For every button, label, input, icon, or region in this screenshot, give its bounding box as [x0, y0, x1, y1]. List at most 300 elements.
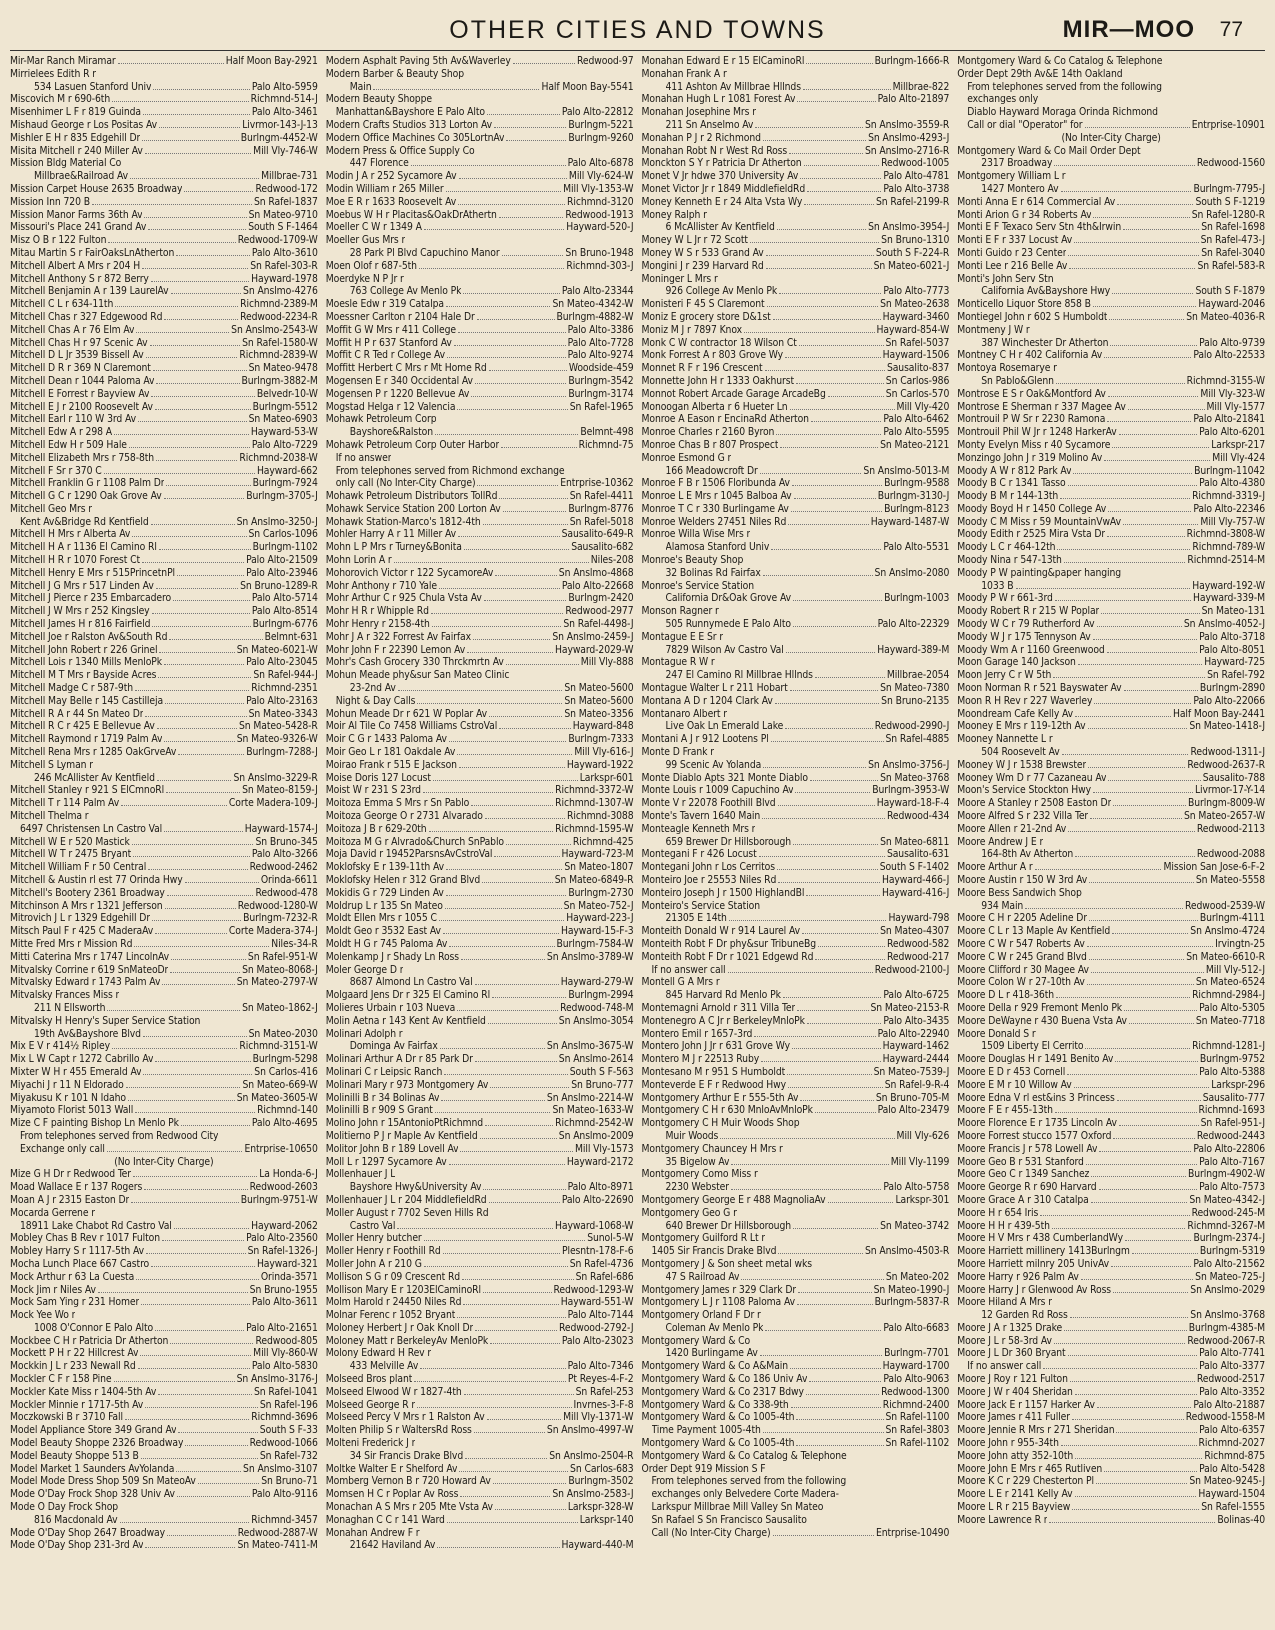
listing-name: Kent Av&Bridge Rd Kentfield — [20, 515, 149, 528]
listing-name: Miscovich M r 690-6th — [10, 93, 111, 106]
dot-leader — [138, 1368, 250, 1369]
listing-name: Mitchell E J r 2100 Roosevelt Av — [10, 400, 153, 413]
listing-name: Live Oak Ln Emerald Lake — [665, 720, 784, 733]
listing-entry — [957, 848, 1265, 861]
listing-name: Mode O'Day Shop 2647 Broadway — [10, 1526, 166, 1539]
listing-entry — [326, 145, 634, 158]
listing-name: Monteith Donald W r 914 Laurel Av — [641, 925, 801, 938]
listing-phone: Burlngm-6776 — [252, 618, 318, 631]
listing-entry — [957, 772, 1265, 785]
dot-leader — [464, 1394, 574, 1395]
dot-leader — [780, 447, 878, 448]
listing-name: Model Market 1 Saunders AvYolanda — [10, 1462, 175, 1475]
listing-phone: Burlngm-2420 — [568, 592, 634, 605]
listing-name: Montgomery Ward & Co 1005-4th — [641, 1437, 795, 1450]
listing-name: Order Dept 919 Mission S F — [641, 1462, 766, 1475]
listing-entry — [642, 68, 950, 81]
listing-entry — [642, 887, 950, 900]
listing-entry — [326, 861, 634, 874]
listing-entry — [957, 503, 1265, 516]
listing-phone: Palo Alto-23344 — [561, 285, 634, 298]
listing-entry — [10, 119, 318, 132]
listing-phone: Palo Alto-21651 — [246, 1321, 318, 1334]
listing-phone: Sn Mateo-4036-R — [1186, 310, 1265, 323]
listing-name: Mockler Kate Miss r 1404-5th Av — [10, 1385, 157, 1398]
listing-entry — [10, 324, 318, 337]
listing-name: 1008 O'Connor E Palo Alto — [34, 1321, 154, 1334]
listing-entry — [957, 426, 1265, 439]
dot-leader — [1109, 319, 1184, 320]
listing-phone: Palo Alto-22806 — [1193, 1142, 1265, 1155]
dot-leader — [162, 984, 234, 985]
listing-phone: Redwood-217 — [886, 950, 950, 963]
dot-leader — [1070, 1381, 1195, 1382]
listing-phone: Sn Rafel-686 — [575, 1270, 634, 1283]
listing-entry — [642, 1104, 950, 1117]
listing-name: Monti E F r 337 Locust Av — [957, 234, 1073, 247]
dot-leader — [414, 1381, 566, 1382]
listing-entry — [642, 439, 950, 452]
listing-entry — [10, 1450, 318, 1463]
listing-columns — [10, 55, 1265, 1552]
dot-leader — [754, 1036, 875, 1037]
dot-leader — [1107, 536, 1185, 537]
listing-name: Monte's Tavern 1640 Main — [641, 810, 761, 823]
listing-phone: Hayward-1506 — [882, 349, 950, 362]
listing-phone: Sn Rafel-303-R — [250, 259, 318, 272]
dot-leader — [506, 844, 571, 845]
listing-name: Monteith Robt F Dr phy&sur TribuneBg — [641, 937, 817, 950]
dot-leader — [1115, 1061, 1198, 1062]
listing-name: 19th Av&Bayshore Blvd — [34, 1027, 141, 1040]
listing-phone: Redwood-1709-W — [237, 234, 318, 247]
listing-phone: Mill Vly-1199 — [890, 1155, 950, 1168]
listing-name: Moon R H Rev r 227 Waverley — [957, 694, 1093, 707]
listing-phone: Entrprise-10362 — [560, 477, 634, 490]
listing-entry — [957, 1322, 1265, 1335]
listing-entry — [642, 1424, 950, 1437]
listing-phone: Half Moon Bay-2921 — [225, 55, 318, 67]
dot-leader — [155, 409, 251, 410]
listing-phone: Palo Alto-3461 — [251, 106, 318, 119]
dot-leader — [815, 1112, 876, 1113]
dot-leader — [178, 754, 244, 755]
dot-leader — [776, 434, 881, 435]
listing-name: Moody P W painting&paper hanging — [957, 566, 1122, 579]
listing-entry — [326, 452, 634, 465]
listing-entry — [326, 1539, 634, 1552]
dot-leader — [454, 345, 566, 346]
listing-entry — [326, 772, 634, 785]
listing-phone: Richmnd-1307-W — [555, 797, 634, 810]
listing-entry — [957, 1373, 1265, 1386]
listing-entry — [642, 1002, 950, 1015]
dot-leader — [815, 959, 885, 960]
listing-name: Monahan P J r 2 Richmond — [641, 131, 761, 144]
listing-name: Moir Al Tile Co 7458 Williams CstroVal — [325, 720, 498, 733]
listing-name: 211 N Ellsworth — [34, 1001, 106, 1014]
listing-entry — [10, 1539, 318, 1552]
listing-entry — [10, 477, 318, 490]
listing-phone: Sn Mateo-725-J — [1195, 1270, 1265, 1283]
listing-name: 505 Runnymede E Palo Alto — [665, 618, 791, 631]
listing-phone: Sn Mateo-202 — [885, 1270, 950, 1283]
dot-leader — [1054, 1343, 1185, 1344]
listing-entry — [642, 1040, 950, 1053]
listing-name: Montgomery James r 329 Clark Dr — [641, 1283, 797, 1296]
listing-name: Mode O Day Frock Shop — [10, 1501, 119, 1514]
listing-name: Mitchell J Pierce r 235 Embarcadero — [10, 592, 172, 605]
dot-leader — [164, 741, 234, 742]
listing-phone: Redwood-1280-W — [237, 899, 318, 912]
listing-name: Monahan Edward E r 15 ElCaminoRl — [641, 55, 805, 67]
listing-name: Money W S r 533 Grand Av — [641, 246, 764, 259]
listing-entry — [957, 1360, 1265, 1373]
listing-entry — [326, 836, 634, 849]
listing-phone: Sn Mateo-6524 — [1195, 976, 1265, 989]
listing-entry — [642, 695, 950, 708]
listing-phone: Sn Rafel-1326-J — [247, 1245, 318, 1258]
listing-phone: Richmnd-3372-W — [555, 784, 634, 797]
listing-name: Molinari Mary r 973 Montgomery Av — [325, 1078, 489, 1091]
listing-entry — [326, 285, 634, 298]
listing-phone: Sn Rafel-1041 — [254, 1385, 318, 1398]
listing-phone: Palo Alto-22066 — [1193, 694, 1265, 707]
listing-phone: Sn Anslmo-3675-W — [546, 1040, 634, 1053]
listing-name: Mitchell Stanley r 921 S ElCmnoRl — [10, 784, 165, 797]
listing-phone: Palo Alto-9274 — [567, 349, 634, 362]
dot-leader — [828, 1202, 894, 1203]
listing-entry — [642, 388, 950, 401]
dot-leader — [1025, 908, 1183, 909]
listing-entry — [10, 874, 318, 887]
dot-leader — [750, 242, 879, 243]
listing-entry — [10, 1347, 318, 1360]
listing-name: 534 Lasuen Stanford Univ — [34, 80, 152, 93]
listing-name: Moore H V Mrs r 438 CumberlandWy — [957, 1232, 1123, 1245]
listing-phone: Redwood-2792-J — [558, 1321, 634, 1334]
dot-leader — [467, 652, 553, 653]
dot-leader — [790, 409, 895, 410]
listing-phone: Sn Rafel-1837 — [254, 195, 318, 208]
listing-phone: Pt Reyes-4-F-2 — [567, 1373, 634, 1386]
listing-name: Mohr H R r Whipple Rd — [325, 605, 429, 618]
page-title: OTHER CITIES AND TOWNS — [449, 16, 826, 44]
listing-name: Mitchell Chas A r 76 Elm Av — [10, 323, 135, 336]
dot-leader — [1108, 780, 1200, 781]
listing-phone: Palo Alto-21841 — [1193, 413, 1265, 426]
listing-phone: Sn Mateo-2153-R — [870, 1001, 950, 1014]
dot-leader — [490, 1087, 569, 1088]
listing-name: Mitchell E Forrest r Bayview Av — [10, 387, 150, 400]
listing-phone: Richmnd-2400 — [882, 1398, 950, 1411]
dot-leader — [1067, 1074, 1197, 1075]
dot-leader — [477, 485, 558, 486]
listing-phone: Redwood-434 — [886, 810, 950, 823]
listing-entry — [642, 183, 950, 196]
dot-leader — [1099, 1151, 1191, 1152]
listing-entry — [642, 221, 950, 234]
dot-leader — [155, 933, 227, 934]
listing-entry — [957, 1194, 1265, 1207]
listing-entry — [326, 528, 634, 541]
listing-entry — [10, 516, 318, 529]
listing-phone: Sn Mateo-6610-R — [1186, 950, 1265, 963]
listing-phone: Sn Anslmo-4724 — [1190, 925, 1265, 938]
listing-phone: Palo Alto-22329 — [877, 618, 950, 631]
listing-entry — [642, 93, 950, 106]
listing-name: Mir-Mar Ranch Miramar — [10, 55, 116, 67]
listing-name: Time Payment 1005-4th — [651, 1424, 761, 1437]
listing-phone: Burlngm-3174 — [568, 387, 634, 400]
listing-name: Moore John atty 352-10th — [957, 1449, 1074, 1462]
listing-name: Moore Andrew J E r — [957, 835, 1044, 848]
dot-leader — [1088, 767, 1185, 768]
listing-phone: Burlngm-5319 — [1199, 1245, 1265, 1258]
dot-leader — [1108, 396, 1199, 397]
listing-phone: Sn Mateo-8159-J — [242, 784, 318, 797]
listing-phone: Sn Anslmo-2504-R — [549, 1449, 634, 1462]
dot-leader — [118, 63, 224, 64]
listing-phone: Redwood-1293-W — [553, 1283, 634, 1296]
dot-leader — [173, 600, 250, 601]
listing-entry — [326, 273, 634, 286]
listing-entry — [326, 1475, 634, 1488]
listing-name: Moore Harriett milnry 205 UnivAv — [957, 1257, 1109, 1270]
listing-name: Mohr John F r 22390 Lemon Av — [325, 643, 466, 656]
listing-name: Monk C W contractor 18 Wilson Ct — [641, 336, 797, 349]
listing-name: Monroe Welders 27451 Niles Rd — [641, 515, 787, 528]
listing-name: Mode O'Day Shop 231-3rd Av — [10, 1539, 144, 1552]
dot-leader — [475, 1330, 557, 1331]
listing-phone: Sausalito-788 — [1202, 771, 1265, 784]
listing-entry — [957, 311, 1265, 324]
dot-leader — [1091, 1202, 1188, 1203]
dot-leader — [133, 1176, 257, 1177]
listing-name: Moore Francis J r 578 Lowell Av — [957, 1142, 1098, 1155]
listing-entry — [642, 1322, 950, 1335]
listing-phone: Sn Rafel-944-J — [253, 669, 318, 682]
listing-entry — [326, 567, 634, 580]
listing-name: (No Inter-City Charge) — [1061, 131, 1161, 144]
dot-leader — [792, 485, 882, 486]
listing-name: Montague R W r — [641, 656, 715, 669]
dot-leader — [178, 1432, 257, 1433]
dot-leader — [720, 1138, 894, 1139]
listing-phone: Hayward-1487-W — [870, 515, 950, 528]
dot-leader — [487, 114, 560, 115]
dot-leader — [98, 1292, 248, 1293]
dot-leader — [1068, 485, 1197, 486]
dot-leader — [1085, 1048, 1190, 1049]
listing-phone: Sn Bruno-1955 — [249, 1283, 318, 1296]
dot-leader — [104, 473, 255, 474]
listing-entry — [642, 324, 950, 337]
listing-name: Mitvalsky Edward r 1743 Palm Av — [10, 976, 161, 989]
dot-leader — [1097, 1407, 1191, 1408]
listing-name: Monti Lee r 216 Belle Av — [957, 259, 1068, 272]
listing-name: Moore J Roy r 121 Fulton — [957, 1373, 1068, 1386]
listing-phone: Redwood-2990-J — [874, 720, 950, 733]
listing-name: Molitor John B r 189 Lovell Av — [325, 1142, 459, 1155]
listing-phone: Burlngm-7333 — [568, 733, 634, 746]
listing-name: Call (No Inter-City Charge) — [651, 1526, 771, 1539]
listing-phone: Sn Mateo-9478 — [248, 362, 318, 375]
listing-entry — [957, 682, 1265, 695]
listing-phone: Sn Rafel-196 — [259, 1398, 318, 1411]
dot-leader — [152, 613, 250, 614]
listing-entry — [326, 1514, 634, 1527]
listing-entry — [642, 285, 950, 298]
dot-leader — [165, 703, 244, 704]
listing-phone: Burlngm-3130-J — [877, 490, 950, 503]
listing-entry — [326, 1028, 634, 1041]
listing-entry — [10, 234, 318, 247]
dot-leader — [729, 920, 887, 921]
listing-entry — [642, 503, 950, 516]
listing-name: Moore James r 411 Fuller — [957, 1411, 1070, 1424]
listing-name: Moir Geo L r 181 Oakdale Av — [325, 746, 456, 759]
listing-phone: Burlngm-2890 — [1199, 682, 1265, 695]
listing-entry — [326, 1002, 634, 1015]
listing-phone: Hayward-1504 — [1198, 1488, 1265, 1501]
dot-leader — [485, 1125, 553, 1126]
listing-entry — [326, 157, 634, 170]
dot-leader — [797, 101, 875, 102]
listing-name: Model Appliance Store 349 Grand Av — [10, 1424, 177, 1437]
listing-phone: Sn Anslmo-3768 — [1190, 1309, 1265, 1322]
listing-entry — [642, 260, 950, 273]
listing-name: Mitchell Elizabeth Mrs r 758-8th — [10, 451, 155, 464]
listing-phone: Redwood-1300 — [881, 1385, 950, 1398]
listing-entry — [957, 401, 1265, 414]
dot-leader — [793, 1228, 878, 1229]
dot-leader — [135, 1112, 255, 1113]
listing-phone: Sn Mateo-752-J — [563, 899, 634, 912]
listing-phone: Sn Bruno-1289-R — [240, 579, 318, 592]
listing-entry — [10, 1015, 318, 1028]
listing-entry — [10, 1207, 318, 1220]
dot-leader — [432, 626, 562, 627]
listing-name: Monahan Robt N r West Rd Ross — [641, 144, 788, 157]
dot-leader — [1075, 1394, 1197, 1395]
listing-name: Moody L C r 464-12th — [957, 541, 1056, 554]
listing-phone: Millbrae-2054 — [886, 669, 950, 682]
listing-name: 166 Meadowcroft Dr — [665, 464, 758, 477]
listing-phone: Sn Bruno-1948 — [565, 246, 634, 259]
listing-phone: Mill Vly-424 — [1212, 451, 1265, 464]
listing-entry — [10, 388, 318, 401]
listing-phone: Palo Alto-3718 — [1199, 630, 1265, 643]
listing-name: Monte Louis r 1009 Capuchino Av — [641, 784, 794, 797]
listing-name: Mize C F painting Bishop Ln Menlo Pk — [10, 1117, 179, 1130]
listing-entry — [326, 1501, 634, 1514]
listing-entry — [957, 567, 1265, 580]
dot-leader — [143, 114, 250, 115]
listing-name: Monroe T C r 330 Burlingame Av — [641, 502, 789, 515]
listing-phone: Palo Alto-3738 — [883, 182, 950, 195]
listing-name: Montemagni Arnold r 311 Villa Ter — [641, 1001, 796, 1014]
listing-entry — [10, 1360, 318, 1373]
dot-leader — [1072, 1419, 1184, 1420]
dot-leader — [107, 1010, 240, 1011]
listing-phone: Palo Alto-7346 — [567, 1360, 634, 1373]
dot-leader — [419, 268, 564, 269]
listing-name: Mixter W H r 455 Emerald Av — [10, 1065, 142, 1078]
listing-entry — [326, 1181, 634, 1194]
listing-phone: Richmnd-875 — [1204, 1449, 1265, 1462]
listing-name: Larkspur Millbrae Mill Valley Sn Mateo — [651, 1501, 824, 1514]
listing-phone: Palo Alto-7773 — [883, 285, 950, 298]
listing-name: Manhattan&Bayshore E Palo Alto — [335, 106, 485, 119]
listing-phone: Sn Rafel-1965 — [569, 400, 634, 413]
listing-entry — [642, 490, 950, 503]
listing-entry — [10, 285, 318, 298]
listing-name: Moldt Geo r 3532 East Av — [325, 925, 441, 938]
listing-phone: Burlngm-4385-M — [1188, 1321, 1265, 1334]
listing-entry — [10, 1066, 318, 1079]
listing-entry — [642, 1360, 950, 1373]
dot-leader — [444, 1074, 567, 1075]
listing-entry — [957, 1296, 1265, 1309]
listing-name: Monti E F Texaco Serv Stn 4th&Irwin — [957, 221, 1122, 234]
listing-entry — [10, 554, 318, 567]
listing-name: Mitvalsky Corrine r 619 SnMateoDr — [10, 963, 169, 976]
listing-entry — [326, 1322, 634, 1335]
dot-leader — [1064, 562, 1186, 563]
listing-name: Mission Bldg Material Co — [10, 157, 122, 170]
dot-leader — [766, 268, 872, 269]
listing-phone: Orinda-3571 — [260, 1270, 318, 1283]
dot-leader — [446, 895, 567, 896]
listing-entry — [642, 196, 950, 209]
listing-entry — [326, 1156, 634, 1169]
listing-phone: Sn Rafel-5018 — [569, 515, 634, 528]
listing-entry — [326, 426, 634, 439]
listing-name: Montgomery George E r 488 MagnoliaAv — [641, 1193, 826, 1206]
listing-phone: Mill Vly-757-W — [1200, 515, 1265, 528]
listing-entry — [957, 656, 1265, 669]
listing-entry — [10, 810, 318, 823]
listing-phone: Richmnd-3808-W — [1186, 528, 1265, 541]
listing-name: Mohawk Station-Marco's 1812-4th — [325, 515, 481, 528]
listing-entry — [10, 528, 318, 541]
listing-entry — [642, 682, 950, 695]
listing-name: Mohr Arthur C r 925 Chula Vsta Av — [325, 592, 482, 605]
listing-name: Monisteri F 45 S Claremont — [641, 298, 765, 311]
listing-phone: Millbrae-822 — [892, 80, 950, 93]
listing-name: Mitchell Franklin G r 1108 Palm Dr — [10, 477, 165, 490]
listing-entry — [10, 183, 318, 196]
dot-leader — [164, 319, 238, 320]
listing-entry — [10, 503, 318, 516]
listing-phone: Sn Anslmo-3559-R — [864, 118, 950, 131]
listing-entry — [957, 1168, 1265, 1181]
listing-entry — [957, 900, 1265, 913]
listing-phone: Sn Bruno-345 — [255, 835, 318, 848]
dot-leader — [1057, 549, 1190, 550]
listing-phone: La Honda-6-J — [259, 1168, 318, 1181]
dot-leader — [492, 997, 566, 998]
listing-phone: Redwood-172 — [255, 182, 318, 195]
dot-leader — [773, 319, 881, 320]
listing-name: Monroe's Service Station — [641, 579, 755, 592]
listing-entry — [326, 1066, 634, 1079]
listing-name: 18911 Lake Chabot Rd Castro Val — [20, 1219, 172, 1232]
dot-leader — [459, 767, 565, 768]
listing-entry — [642, 1373, 950, 1386]
listing-phone: Sn Mateo-1862-J — [242, 1001, 318, 1014]
